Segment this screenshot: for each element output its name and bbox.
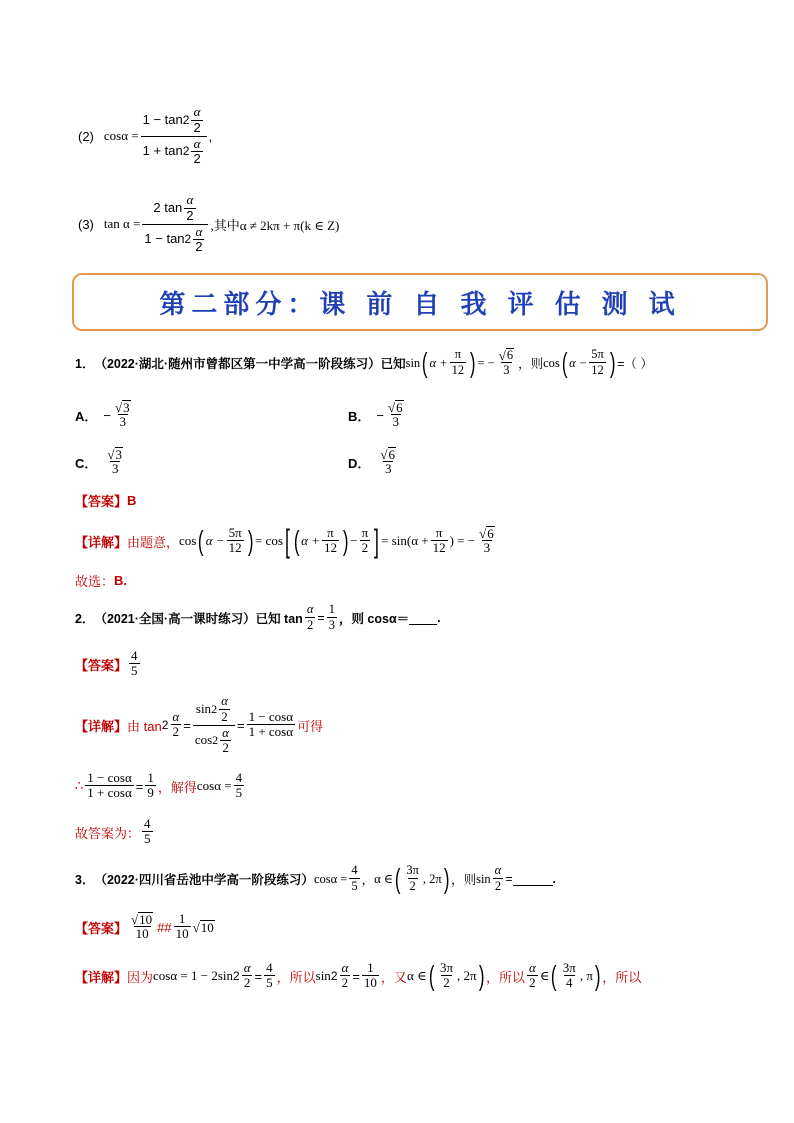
two: 2 bbox=[529, 975, 536, 991]
option-den: 3 bbox=[111, 461, 119, 477]
hash: ## bbox=[157, 919, 172, 935]
sin: sin bbox=[476, 871, 491, 886]
a2-rad: 10 bbox=[200, 919, 214, 935]
q2-stem bbox=[75, 598, 441, 638]
cos-eq: cosα = bbox=[196, 778, 232, 793]
q2-source: （2021·全国·高一课时练习）已知 tan bbox=[94, 612, 303, 626]
q1-alpha-minus: α − bbox=[569, 355, 588, 370]
threepi: 3π bbox=[562, 959, 576, 975]
twelve-den: 12 bbox=[451, 363, 465, 378]
alpha-minus: α − bbox=[205, 533, 225, 548]
sq: 2 bbox=[211, 701, 218, 716]
two: 2 bbox=[222, 739, 229, 755]
option-label: A． bbox=[75, 408, 98, 424]
q1-eq: = − bbox=[477, 355, 495, 370]
half-alpha-num: α bbox=[193, 104, 201, 120]
three: 3 bbox=[328, 618, 335, 633]
therefore: ∴ bbox=[75, 778, 84, 793]
q1-option-a[interactable]: A． − √ 3 3 bbox=[75, 399, 130, 430]
formula-2-tail: , bbox=[208, 128, 213, 144]
q2-therefore bbox=[75, 766, 246, 806]
formula-3-lhs: tan α = bbox=[103, 216, 141, 231]
sq: 2 bbox=[161, 718, 169, 732]
option-rad: 6 bbox=[388, 446, 396, 462]
formula-3 bbox=[78, 188, 339, 260]
alpha-in: α ∈ bbox=[374, 872, 394, 886]
period: . bbox=[552, 872, 557, 886]
q1-blank: =（ ） bbox=[617, 357, 653, 371]
three: 3 bbox=[483, 540, 491, 556]
answer-value: B bbox=[127, 492, 137, 508]
eq: = bbox=[135, 778, 144, 794]
formula-3-num-text: 2 tan bbox=[153, 200, 183, 216]
answer-tag: 【答案】 bbox=[75, 657, 128, 673]
q1-alpha-plus: α + bbox=[429, 355, 448, 370]
q3-stem: 3． （2022·四川省岳池中学高一阶段练习） cosα = $\frac{4}{5}$ ， α ∈ ( $\frac{3\pi}{2}$ , 2π ) ，则 sin $\frac{\alpha}{2}$ = . bbox=[75, 863, 557, 894]
q3-blank[interactable] bbox=[513, 872, 553, 886]
sqrt6: 6 bbox=[487, 525, 494, 541]
option-label: B． bbox=[348, 408, 371, 424]
threepi: 3π bbox=[439, 959, 454, 975]
cos: cos bbox=[194, 732, 213, 748]
q1-stem: 1． （2022·湖北·随州市曾都区第一中学高一阶段练习）已知 sin ( α + $\frac{\pi}{12}$ ) = − √ 6 3 ，则 cos ( α − $\frac{5\pi}{12}$ ) =（ ） bbox=[75, 347, 653, 378]
q3-number: 3． bbox=[75, 873, 95, 887]
option-sign: − bbox=[376, 407, 384, 423]
option-rad: 3 bbox=[123, 399, 130, 415]
q3-answer: 【答案】 √ 10 10 ## $\frac{1}{10}$ √ 10 bbox=[75, 910, 214, 942]
eq: = bbox=[505, 872, 513, 886]
two: 2 bbox=[341, 975, 349, 991]
pi: π bbox=[435, 524, 443, 540]
den: 10 bbox=[135, 926, 149, 942]
pi: π bbox=[361, 524, 369, 540]
two: 2 bbox=[172, 724, 180, 740]
q1-source: （2022·湖北·随州市曾都区第一中学高一阶段练习）已知 bbox=[94, 357, 406, 371]
q1-sin: sin bbox=[405, 355, 421, 370]
alpha: α bbox=[528, 959, 536, 975]
ke-de: 可得 bbox=[297, 718, 324, 734]
sin: sin bbox=[195, 701, 212, 717]
option-rad: 3 bbox=[115, 446, 123, 462]
pi: , π bbox=[579, 968, 593, 983]
half-alpha-num: α bbox=[186, 192, 194, 208]
formula-2-den-text: 1 + tan bbox=[142, 143, 183, 159]
q2-tail: ，则 cosα＝ bbox=[338, 612, 410, 626]
two: 2 bbox=[243, 975, 251, 991]
twelve: 12 bbox=[228, 540, 242, 556]
ten: 10 bbox=[363, 975, 377, 991]
alpha-plus: α + bbox=[301, 533, 320, 548]
formula-3-fraction bbox=[142, 193, 208, 254]
five: 5 bbox=[266, 975, 273, 991]
four: 4 bbox=[266, 959, 273, 975]
so: ，所以 bbox=[276, 969, 316, 985]
alpha: α bbox=[341, 959, 349, 975]
option-label: C． bbox=[75, 455, 98, 471]
eq: = bbox=[236, 717, 245, 733]
alpha: α bbox=[172, 708, 180, 724]
section-banner bbox=[72, 273, 768, 331]
f-den: 1 + cosα bbox=[248, 724, 294, 740]
also: ，又 bbox=[380, 969, 407, 985]
q1-detail: 【详解】 由题意， cos ( α − $\frac{5\pi}{12}$ ) = cos [ ( α + $\frac{\pi}{12}$ ) − $\frac{\pi}{2}$ ] = sin(α + $\frac{\pi}{12}$ ) = − √ 6 3 bbox=[75, 523, 494, 559]
sq: 2 bbox=[212, 732, 219, 747]
nine-den: 9 bbox=[147, 785, 154, 801]
q2-number: 2． bbox=[75, 612, 95, 626]
option-label: D． bbox=[348, 455, 371, 471]
q3-source: （2022·四川省岳池中学高一阶段练习） bbox=[94, 873, 314, 887]
two: 2 bbox=[494, 879, 502, 894]
answer-tag: 【答案】 bbox=[75, 920, 128, 936]
sq: 2 bbox=[330, 969, 338, 983]
a2-den: 10 bbox=[175, 926, 189, 942]
alpha: α bbox=[222, 724, 229, 740]
q2-final bbox=[75, 813, 155, 851]
formula-2 bbox=[78, 100, 212, 172]
q1-option-c[interactable]: C． √ 3 3 bbox=[75, 446, 123, 477]
four: 4 bbox=[566, 975, 573, 991]
two: 2 bbox=[221, 708, 228, 724]
detail-text: 因为 bbox=[127, 969, 154, 985]
q3-detail: 【详解】 因为 cosα = 1 − 2sin 2 $\frac{\alpha}{2}$ = $\frac{4}{5}$ ，所以 sin 2 $\frac{\alpha}{2}$ = $\frac{1}{10}$ ，又 α ∈ ( $\frac{3\pi}{2}$ , 2π ) ，所以 $\frac{\alpha}{2}$ ∈ ( $\frac{3\pi}{4}$ , π ) ，所以 bbox=[75, 959, 642, 991]
eq: = bbox=[317, 611, 325, 625]
threepi: 3π bbox=[406, 863, 419, 878]
alpha: α bbox=[306, 602, 314, 617]
option-den: 3 bbox=[384, 461, 392, 477]
pi: π bbox=[327, 524, 334, 540]
half-alpha-num: α bbox=[193, 135, 201, 151]
period: . bbox=[437, 611, 441, 625]
fivepi: 5π bbox=[228, 524, 242, 540]
detail-text: 由题意， bbox=[127, 534, 180, 550]
q1-cos: cos bbox=[543, 355, 560, 370]
rad: 10 bbox=[139, 911, 153, 927]
d-cos: cosα = 1 − 2sin bbox=[153, 968, 234, 983]
four: 4 bbox=[351, 863, 358, 878]
detail-tag: 【详解】 bbox=[75, 718, 128, 734]
q1-then: ，则 bbox=[518, 357, 544, 371]
twelve: 12 bbox=[432, 540, 446, 556]
q1-rhs: √ 6 3 bbox=[498, 348, 514, 378]
ans-num: 4 bbox=[144, 815, 151, 831]
so: ，所以 bbox=[485, 969, 525, 985]
formula-3-den-sup: 2 bbox=[184, 231, 192, 246]
f-num: 1 − cosα bbox=[87, 769, 132, 785]
twopi: , 2π bbox=[422, 871, 442, 886]
option-sign: − bbox=[103, 407, 111, 423]
q2-detail bbox=[75, 693, 323, 757]
option-rad: 6 bbox=[396, 399, 403, 415]
detail-tag: 【详解】 bbox=[75, 969, 128, 985]
solve: ，解得 bbox=[157, 779, 197, 795]
twopi: , 2π bbox=[457, 968, 477, 983]
ans-den: 5 bbox=[144, 831, 151, 847]
cos: cos bbox=[179, 533, 197, 548]
ans-den: 5 bbox=[235, 785, 243, 801]
one: 1 bbox=[367, 959, 374, 975]
formula-3-number: (3) bbox=[78, 216, 94, 232]
one: 1 bbox=[328, 602, 335, 617]
two: 2 bbox=[361, 540, 369, 556]
q1-option-b[interactable]: B． − √ 6 3 bbox=[348, 399, 403, 430]
formula-2-num-sup: 2 bbox=[182, 112, 190, 127]
formula-2-fraction bbox=[141, 105, 207, 166]
f-den: 1 + cosα bbox=[87, 785, 132, 801]
q2-answer bbox=[75, 645, 142, 683]
choose-value: B. bbox=[114, 572, 128, 588]
two: 2 bbox=[409, 879, 416, 894]
nine-num: 1 bbox=[147, 769, 154, 785]
alpha: α bbox=[494, 863, 502, 878]
answer-tag: 【答案】 bbox=[75, 493, 128, 509]
choose-text: 故选： bbox=[75, 573, 115, 589]
in: ∈ bbox=[539, 968, 550, 983]
half-alpha-den: 2 bbox=[193, 150, 201, 166]
formula-2-den-sup: 2 bbox=[182, 143, 190, 158]
sq: 2 bbox=[233, 969, 240, 983]
then: ，则 bbox=[451, 873, 477, 887]
eq-sin: = sin(α + bbox=[381, 533, 429, 548]
q1-number: 1． bbox=[75, 357, 95, 371]
formula-2-num-text: 1 − tan bbox=[142, 112, 183, 128]
minus: − bbox=[350, 533, 358, 548]
five: 5 bbox=[351, 879, 358, 894]
half-alpha-den: 2 bbox=[186, 207, 194, 223]
eq: = bbox=[183, 717, 191, 733]
half-alpha-den: 2 bbox=[195, 238, 203, 254]
final-tag: 故答案为： bbox=[75, 825, 141, 841]
twelve-den: 12 bbox=[591, 363, 604, 378]
three-den: 3 bbox=[503, 363, 510, 378]
ans-num: 4 bbox=[131, 647, 138, 663]
eq: = bbox=[254, 968, 263, 984]
formula-2-number: (2) bbox=[78, 128, 94, 144]
option-den: 3 bbox=[392, 414, 400, 430]
detail-tag: 【详解】 bbox=[75, 534, 128, 550]
formula-2-lhs: cosα = bbox=[103, 128, 139, 143]
comma: ， bbox=[361, 873, 375, 887]
eq-cos: = cos bbox=[254, 533, 283, 548]
cos-eq: cosα = bbox=[313, 871, 348, 886]
q1-choose bbox=[75, 570, 127, 590]
twelve: 12 bbox=[323, 540, 337, 556]
q1-pi-12 bbox=[450, 348, 467, 377]
alpha: α bbox=[243, 959, 251, 975]
two: 2 bbox=[443, 975, 450, 991]
a2-num: 1 bbox=[178, 910, 186, 926]
option-den: 3 bbox=[119, 414, 127, 430]
half-alpha-num: α bbox=[195, 223, 203, 239]
formula-3-tail: ,其中α ≠ 2kπ + π(k ∈ Z) bbox=[210, 217, 340, 233]
alpha: α bbox=[221, 693, 228, 709]
q1-5pi-12 bbox=[589, 348, 606, 377]
q2-blank[interactable] bbox=[409, 611, 437, 625]
fivepi-num: 5π bbox=[591, 347, 604, 362]
half-alpha-den: 2 bbox=[193, 119, 201, 135]
ans-den: 5 bbox=[131, 663, 138, 679]
q1-option-d[interactable]: D． √ 6 3 bbox=[348, 446, 396, 477]
alpha-in: α ∈ bbox=[406, 968, 427, 983]
formula-3-den-text: 1 − tan bbox=[144, 231, 185, 247]
sin: sin bbox=[315, 968, 331, 983]
f-num: 1 − cosα bbox=[248, 708, 294, 724]
detail-text: 由 tan bbox=[127, 718, 162, 734]
two: 2 bbox=[306, 618, 314, 633]
eq-result: ) = − bbox=[449, 533, 476, 548]
q1-answer bbox=[75, 490, 136, 510]
eq: = bbox=[352, 968, 360, 984]
section-title: 第二部分：课 前 自 我 评 估 测 试 bbox=[159, 289, 681, 320]
sqrt6: 6 bbox=[506, 348, 514, 363]
tail: ，所以 bbox=[602, 969, 642, 985]
pi-num: π bbox=[454, 347, 462, 362]
ans-num: 4 bbox=[235, 769, 243, 785]
